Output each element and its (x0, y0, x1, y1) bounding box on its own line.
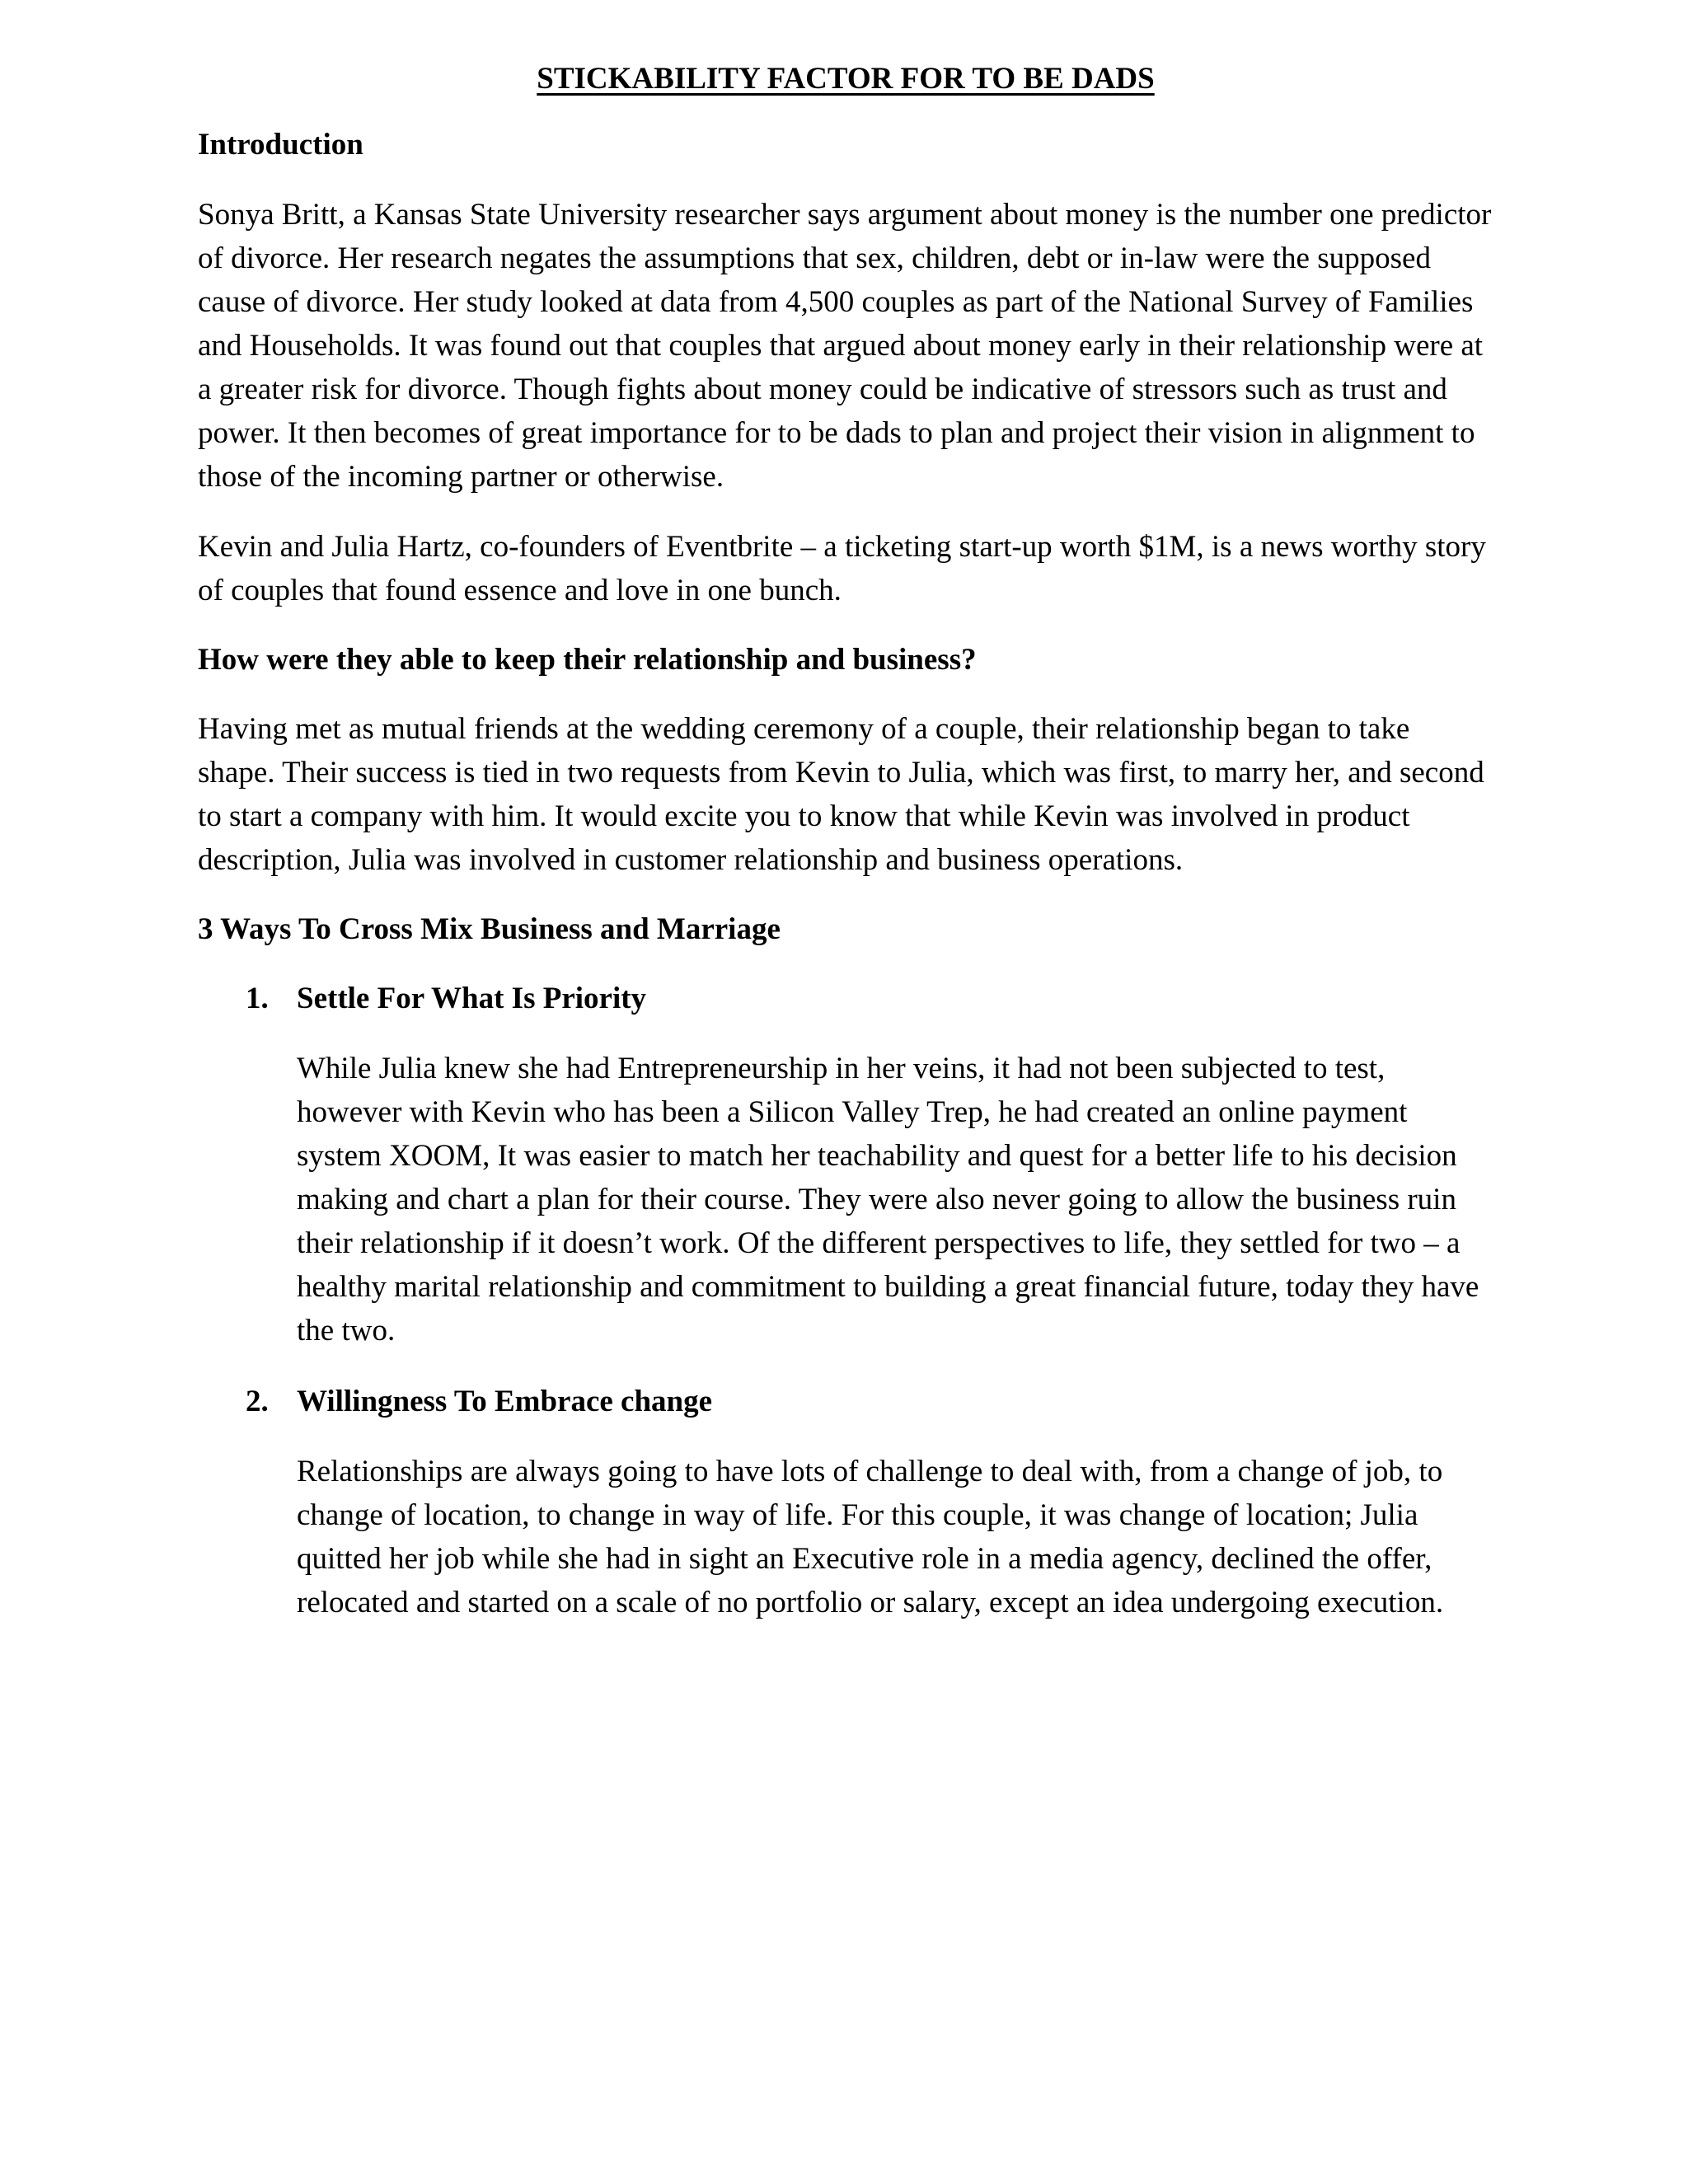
list-item-paragraph: While Julia knew she had Entrepreneurship in her veins, it had not been subjected to test, however with Kevin who has been a Silicon Valley Trep, he had created an online payment system XOOM, It was easier to match her teachability and quest for a better life to his decision making and chart a plan for their course. They were also never going to allow the business ruin their relationship if it doesn’t work. Of the different perspectives to life, they settled for two – a healthy marital relationship and commitment to building a great financial future, today they have the two. (297, 1051, 1479, 1347)
list-item-heading (246, 1380, 1493, 1423)
introduction-paragraph-1: Sonya Britt, a Kansas State University researcher says argument about money is the number one predictor of divorce. Her research negates the assumptions that sex, children, debt or in-law were the supposed cause of divorce. Her study looked at data from 4,500 couples as part of the National Survey of Families and Households. It was found out that couples that argued about money early in their relationship were at a greater risk for divorce. Though fights about money could be indicative of stressors such as trust and power. It then becomes of great importance for to be dads to plan and project their vision in alignment to those of the incoming partner or otherwise. (198, 197, 1492, 494)
document-title: STICKABILITY FACTOR FOR TO BE DADS (537, 62, 1155, 96)
list-item-number: 2. (246, 1384, 269, 1418)
list-item-priority (198, 977, 1493, 1352)
list-item-title: Willingness To Embrace change (297, 1384, 713, 1418)
document-page (198, 58, 1493, 1652)
three-ways-heading: 3 Ways To Cross Mix Business and Marriage (198, 912, 781, 947)
list-item-change (198, 1380, 1493, 1624)
list-item-number: 1. (246, 982, 269, 1016)
list-item-paragraph: Relationships are always going to have lots of challenge to deal with, from a change of job, to change of location, to change in way of life. For this couple, it was change of location; Julia quitted her job while she had in sight an Executive role in a media agency, declined the offer, relocated and started on a scale of no portfolio or salary, except an idea undergoing execution. (297, 1454, 1444, 1619)
introduction-heading: Introduction (198, 127, 363, 162)
list-item-heading (246, 977, 1493, 1020)
introduction-paragraph-2: Kevin and Julia Hartz, co-founders of Eventbrite – a ticketing start-up worth $1M, is a news worthy story of couples that found essence and love in one bunch. (198, 529, 1486, 607)
relationship-business-heading: How were they able to keep their relationship and business? (198, 642, 977, 677)
list-item-title: Settle For What Is Priority (297, 982, 647, 1016)
relationship-business-paragraph: Having met as mutual friends at the wedding ceremony of a couple, their relationship began to take shape. Their success is tied in two requests from Kevin to Julia, which was first, to marry her, and second to start a company with him. It would excite you to know that while Kevin was involved in product description, Julia was involved in customer relationship and business operations. (198, 712, 1484, 878)
